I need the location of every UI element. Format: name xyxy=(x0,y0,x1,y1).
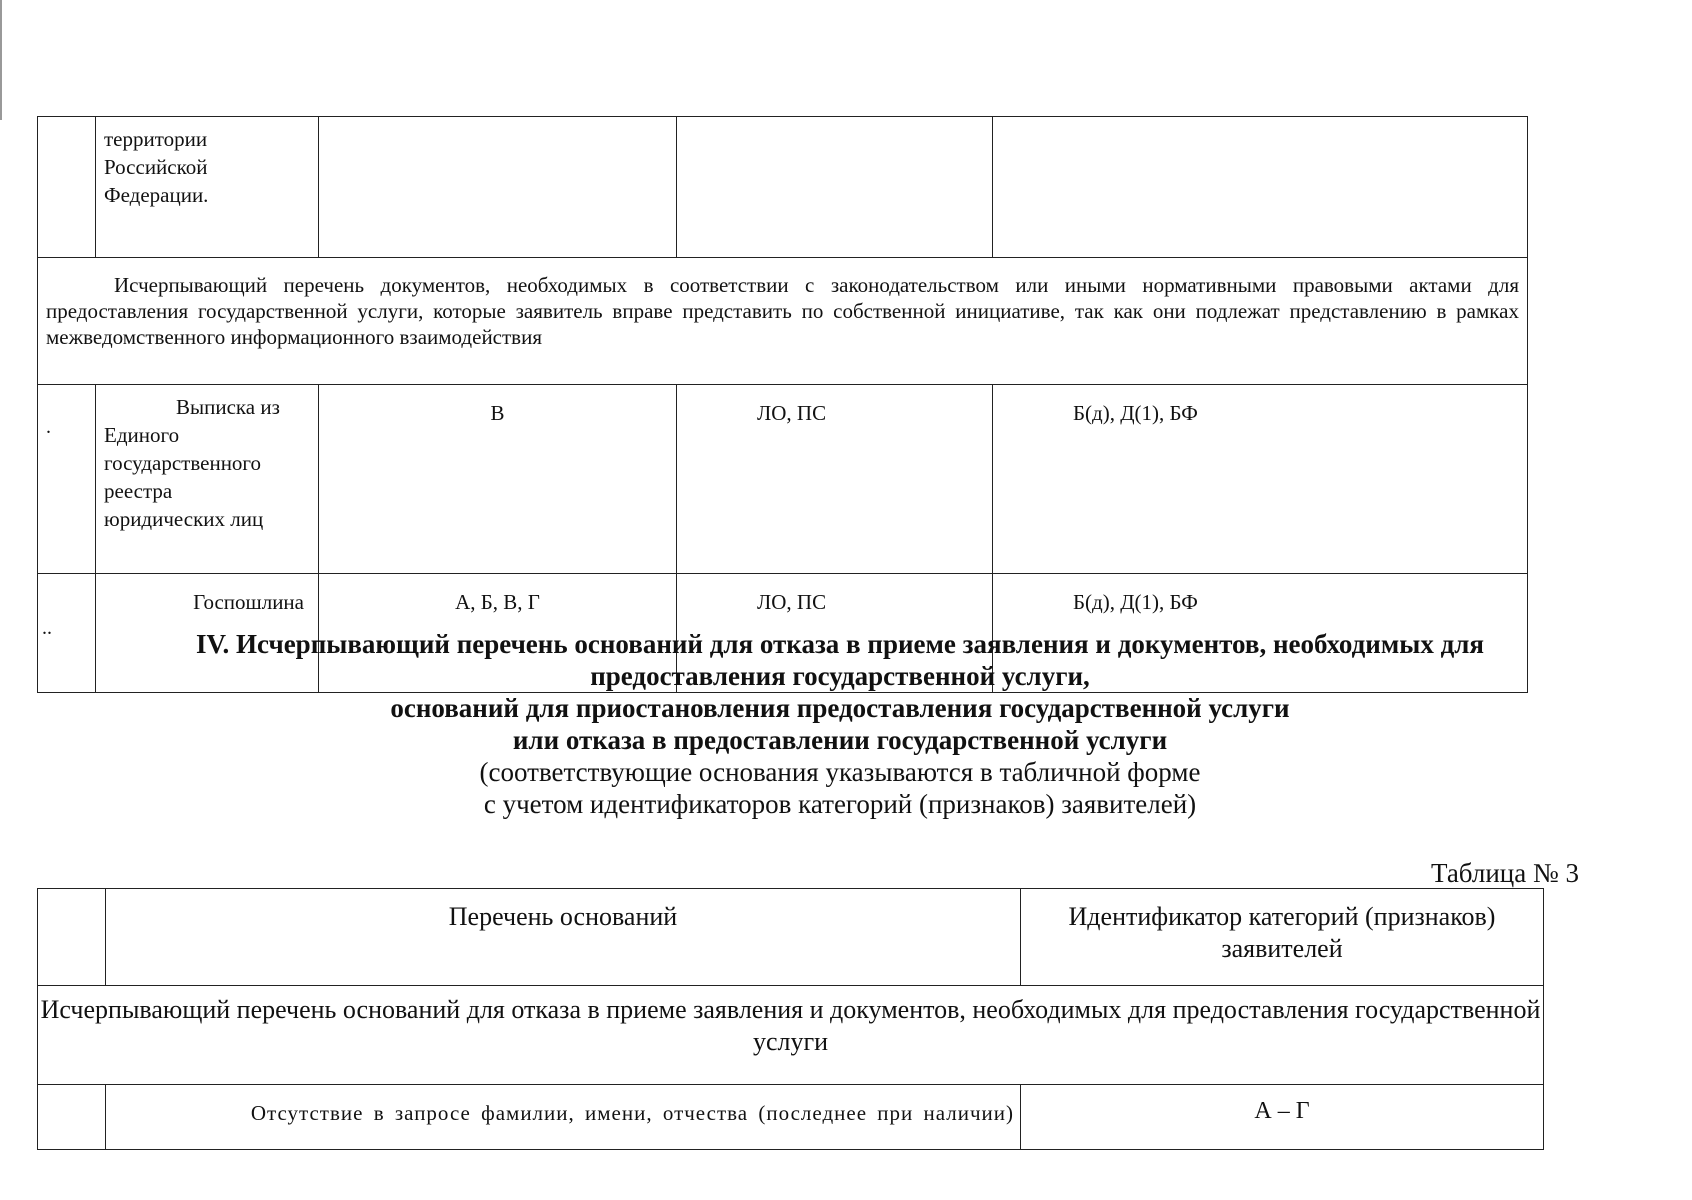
row-number-cell xyxy=(38,889,106,986)
table-caption: Таблица № 3 xyxy=(1431,858,1579,888)
document-name-cell xyxy=(96,385,319,574)
section-row xyxy=(38,986,1544,1085)
identifier-cell: Б(д), Д(1), БФ xyxy=(993,385,1528,574)
section-subtitle-line: (соответствующие основания указываются в табличной форме xyxy=(479,757,1201,787)
section-title-line: IV. Исчерпывающий перечень оснований для отказа в приеме заявления и документов, необходимых для xyxy=(196,629,1484,659)
ground-text-cell: Отсутствие в запросе фамилии, имени, отчества (последнее при наличии) xyxy=(106,1085,1021,1150)
name-line: Единого xyxy=(104,423,180,447)
grounds-table xyxy=(37,888,1544,1150)
row-number-cell xyxy=(38,117,96,258)
channel-cell: ЛО, ПС xyxy=(677,385,993,574)
name-line: территории xyxy=(104,127,208,151)
empty-cell xyxy=(993,117,1528,258)
table-row xyxy=(38,1085,1544,1150)
row-number-cell: . xyxy=(38,385,96,574)
table-row xyxy=(38,117,1528,258)
document-name-cell xyxy=(96,117,319,258)
name-line: юридических лиц xyxy=(104,507,264,531)
section-subtitle-line: с учетом идентификаторов категорий (признаков) заявителей) xyxy=(483,789,1197,819)
empty-cell xyxy=(319,117,677,258)
name-line: государственного xyxy=(104,451,262,475)
row-number-cell: .. xyxy=(38,574,96,693)
documents-table xyxy=(37,116,1528,693)
channel-cell: ЛО, ПС xyxy=(677,574,993,693)
scan-edge-line xyxy=(0,0,2,120)
column-header: Перечень оснований xyxy=(106,889,1021,986)
header-row xyxy=(38,889,1544,986)
category-cell: В xyxy=(319,385,677,574)
name-line: Федерации. xyxy=(104,183,209,207)
identifier-cell: Б(д), Д(1), БФ xyxy=(993,574,1528,693)
section-title-line: или отказа в предоставлении государственной услуги xyxy=(512,725,1168,755)
section-heading-cell: Исчерпывающий перечень оснований для отказа в приеме заявления и документов, необходимых для предоставления государственной услуги xyxy=(38,986,1544,1085)
document-name-cell: Госпошлина xyxy=(96,574,319,693)
column-header: Идентификатор категорий (признаков) заявителей xyxy=(1021,889,1544,986)
section-heading-cell: Исчерпывающий перечень документов, необходимых в соответствии с законодательством или иными нормативными правовыми актами для предоставления государственной услуги, которые заявитель вправе представить по собственной инициативе, так как они подлежат представлению в рамках межведомственного информационного взаимодействия xyxy=(38,258,1528,385)
name-line: Российской xyxy=(104,155,208,179)
row-number-cell xyxy=(38,1085,106,1150)
section-row xyxy=(38,258,1528,385)
table-row xyxy=(38,385,1528,574)
section-title-line: предоставления государственной услуги, xyxy=(590,661,1090,691)
name-line: Выписка из xyxy=(176,395,280,419)
section-title xyxy=(120,628,1560,820)
category-cell: А, Б, В, Г xyxy=(319,574,677,693)
identifier-cell: А – Г xyxy=(1021,1085,1544,1150)
empty-cell xyxy=(677,117,993,258)
name-line: реестра xyxy=(104,479,173,503)
section-title-line: оснований для приостановления предоставления государственной услуги xyxy=(390,693,1290,723)
